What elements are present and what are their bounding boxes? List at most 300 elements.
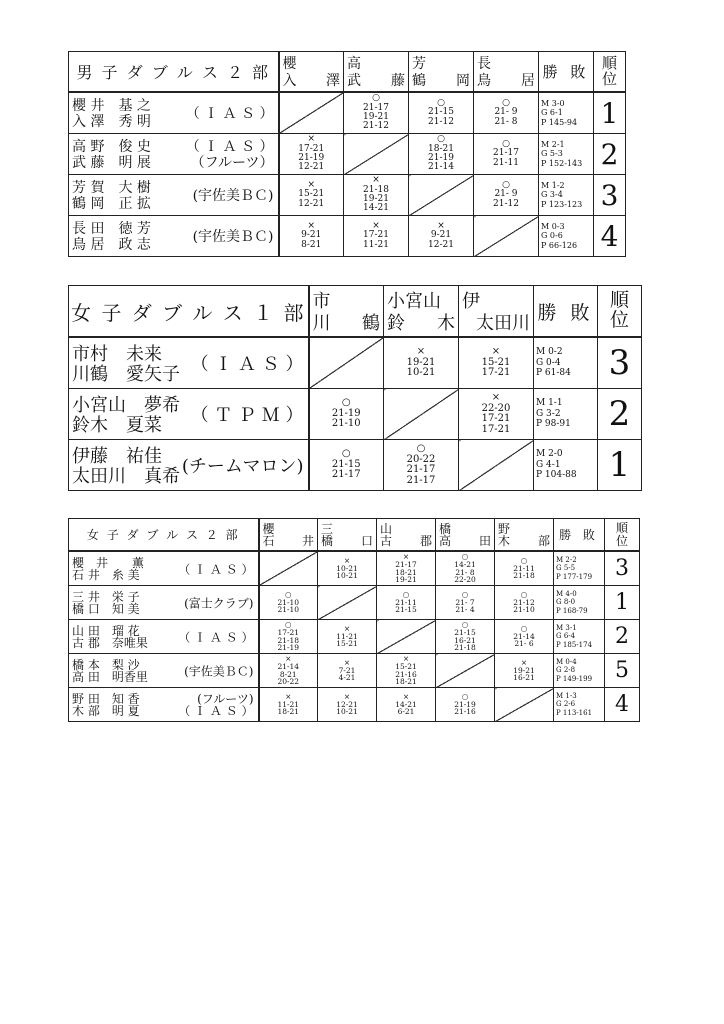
match-result-win	[474, 92, 539, 134]
player-name: 櫻 井 基 之	[72, 98, 151, 114]
opponent-header	[459, 286, 534, 338]
game-score: 21-15	[331, 458, 361, 470]
rank-value: 1	[594, 92, 626, 134]
match-result-loss	[259, 654, 318, 688]
match-result-win	[377, 586, 436, 620]
win-mark-icon: ○	[502, 138, 510, 149]
game-score: 21-17	[493, 148, 519, 159]
record-cell	[554, 654, 605, 688]
record-header: 勝 敗	[534, 286, 598, 338]
player-name: 小宮山 夢希	[72, 395, 180, 416]
game-score: 12-21	[336, 699, 358, 709]
match-result-loss	[318, 654, 377, 688]
match-result-loss	[318, 620, 377, 654]
game-score: 21-18	[454, 643, 476, 653]
win-mark-icon: ○	[520, 623, 528, 633]
player-name: 櫻 井 薫	[72, 556, 145, 570]
game-score: 17-21	[277, 627, 300, 637]
game-score: 21-19	[428, 153, 454, 163]
opponent-name-part: 入	[282, 73, 297, 89]
game-score: 21-14	[513, 631, 535, 641]
game-score: 21-10	[513, 605, 535, 615]
record-cell	[539, 134, 594, 175]
game-score: 7-21	[338, 665, 356, 675]
game-score: 21-19	[277, 643, 300, 653]
game-score: 21-12	[513, 597, 535, 607]
opponent-name-part: 鈴	[387, 313, 405, 334]
match-result-loss	[377, 551, 436, 586]
game-score: 17-21	[298, 143, 325, 154]
game-score: 22-20	[481, 402, 511, 414]
table-row	[69, 92, 626, 134]
club-name: （ Ｉ Ａ Ｓ ）	[185, 139, 274, 155]
table-row	[69, 586, 640, 620]
win-mark-icon: ○	[502, 179, 510, 190]
opponent-name-part: 武	[347, 73, 361, 89]
opponent-name-part: 鶴	[412, 73, 426, 89]
club-name: (宇佐美ＢＣ)	[192, 229, 274, 245]
opponent-header	[474, 52, 539, 93]
record-line: P 104-88	[536, 470, 577, 481]
record-line: P 98-91	[536, 419, 571, 430]
self-match-diagonal	[384, 389, 459, 440]
opponent-header	[409, 52, 474, 93]
opponent-name-part: 橋	[321, 534, 334, 548]
self-match-diagonal	[436, 654, 495, 688]
opponent-name-part: 木	[498, 534, 511, 548]
rank-value: 4	[605, 688, 640, 722]
game-score: 19-21	[363, 112, 389, 122]
rank-value: 2	[594, 134, 626, 175]
record-line: G 4-1	[536, 459, 561, 470]
game-score: 11-21	[363, 239, 389, 250]
match-result-win	[474, 134, 539, 175]
loss-mark-icon: ×	[307, 220, 316, 231]
match-result-win	[436, 688, 495, 722]
self-match-diagonal	[259, 551, 318, 586]
game-score: 11-21	[277, 699, 300, 709]
pair-cell	[69, 337, 309, 389]
opponent-name-part: 川	[312, 313, 331, 334]
record-cell	[554, 688, 605, 722]
pair-cell	[69, 92, 279, 134]
opponent-name-line1: 高	[347, 56, 361, 72]
record-line: G 2-6	[556, 700, 576, 709]
loss-mark-icon: ×	[285, 653, 292, 663]
loss-mark-icon: ×	[285, 691, 292, 701]
header-row	[69, 286, 642, 338]
game-score: 9-21	[430, 230, 452, 241]
match-result-loss	[279, 134, 344, 175]
win-mark-icon: ○	[461, 551, 469, 561]
record-line: P 113-161	[556, 708, 593, 717]
player-name: 太田川 真希	[72, 466, 180, 487]
club-name: (チームマロン)	[181, 456, 304, 477]
club-name: （フルーツ）	[190, 155, 274, 171]
opponent-name-line2	[439, 532, 491, 549]
player-name: 古 郡 奈唯果	[72, 636, 148, 650]
player-name: 山 田 瑠 花	[72, 624, 140, 638]
club-name: （ Ｉ Ａ Ｓ ）	[178, 630, 254, 644]
pair-cell	[69, 175, 279, 216]
match-result-loss	[344, 175, 409, 216]
loss-mark-icon: ×	[307, 134, 316, 145]
player-name: 橋 口 知 美	[72, 602, 140, 616]
table-title: 女 子 ダ ブ ル ス ２ 部	[69, 519, 259, 552]
rank-header-line: 位	[615, 533, 628, 548]
win-mark-icon: ○	[520, 589, 528, 599]
opponent-name-line2	[380, 532, 432, 549]
win-mark-icon: ○	[437, 134, 445, 145]
loss-mark-icon: ×	[372, 220, 380, 231]
player-name: 野 田 知 香	[72, 692, 140, 706]
game-score: 18-21	[395, 677, 417, 687]
game-score: 21-14	[428, 162, 454, 173]
opponent-header	[384, 286, 459, 338]
rank-value: 1	[605, 586, 640, 620]
record-line: P 66-126	[541, 240, 578, 250]
game-score: 21-18	[277, 635, 300, 645]
win-mark-icon: ○	[437, 97, 445, 108]
opponent-name-line1: 橋	[439, 522, 452, 536]
loss-mark-icon: ×	[402, 653, 410, 663]
match-result-win	[495, 586, 554, 620]
opponent-header	[318, 519, 377, 552]
self-match-diagonal	[279, 92, 344, 134]
opponent-name-part: 岡	[456, 73, 470, 89]
rank-header	[605, 519, 640, 552]
women-doubles-1-table	[68, 285, 642, 491]
match-result-win	[384, 440, 459, 491]
opponent-header	[344, 52, 409, 93]
pair-cell	[69, 389, 309, 440]
rank-value: 3	[598, 337, 642, 389]
game-score: 21-11	[493, 157, 519, 168]
match-result-win	[409, 92, 474, 134]
player-name: 長 田 徳 芳	[72, 221, 151, 237]
match-result-win	[495, 620, 554, 654]
record-line: P 149-199	[556, 674, 593, 683]
opponent-name-part: 部	[537, 534, 550, 548]
game-score: 18-21	[428, 143, 454, 154]
opponent-name-line1: 山	[380, 522, 393, 536]
loss-mark-icon: ×	[343, 691, 351, 701]
opponent-name-line2	[498, 532, 550, 549]
game-score: 21- 4	[455, 605, 475, 615]
match-result-loss	[377, 688, 436, 722]
game-score: 21-17	[363, 102, 389, 113]
loss-mark-icon: ×	[416, 346, 426, 358]
loss-mark-icon: ×	[437, 220, 445, 231]
player-name: 武 藤 明 展	[72, 155, 151, 171]
game-score: 21-12	[363, 121, 389, 132]
rank-header-line: 位	[609, 309, 629, 331]
self-match-diagonal	[344, 134, 409, 175]
table-row	[69, 551, 640, 586]
opponent-name-line2	[462, 309, 530, 335]
player-name: 鶴 岡 正 拡	[72, 196, 151, 212]
game-score: 11-21	[336, 631, 358, 641]
rank-value: 1	[598, 440, 642, 491]
record-line: M 3-1	[556, 623, 577, 632]
opponent-name-line1: 市	[312, 291, 331, 312]
game-score: 21- 6	[514, 639, 534, 649]
match-result-loss	[459, 337, 534, 389]
game-score: 21-12	[493, 198, 519, 209]
table-title: 女 子 ダ ブ ル ス １ 部	[69, 286, 309, 338]
game-score: 12-21	[428, 239, 454, 250]
self-match-diagonal	[318, 586, 377, 620]
game-score: 10-21	[336, 707, 358, 717]
loss-mark-icon: ×	[372, 175, 380, 186]
game-score: 21-17	[395, 559, 417, 569]
pair-cell	[69, 620, 259, 654]
club-name: (フルーツ)	[197, 692, 254, 706]
match-result-win	[309, 440, 384, 491]
opponent-name-part: 口	[360, 534, 373, 548]
match-result-loss	[459, 389, 534, 440]
record-line: G 8-0	[556, 598, 576, 607]
game-score: 17-21	[481, 423, 511, 435]
game-score: 21-17	[406, 474, 436, 486]
game-score: 17-21	[481, 413, 511, 424]
game-score: 21- 9	[494, 107, 518, 118]
club-name: （ Ｉ Ａ Ｓ ）	[178, 562, 254, 576]
win-mark-icon: ○	[284, 619, 292, 629]
game-score: 19-21	[363, 194, 389, 204]
record-line: M 1-2	[541, 180, 565, 190]
opponent-name-part: 木	[437, 313, 455, 334]
club-name: （ Ｉ Ａ Ｓ ）	[185, 106, 274, 122]
match-result-win	[409, 134, 474, 175]
table-row	[69, 337, 642, 389]
opponent-name-part: 田	[478, 534, 491, 548]
player-name: 川鶴 愛矢子	[72, 364, 180, 385]
game-score: 14-21	[454, 559, 476, 569]
game-score: 15-21	[395, 661, 417, 671]
header-row	[69, 52, 626, 93]
record-line: P 145-94	[541, 117, 578, 127]
win-mark-icon: ○	[402, 589, 410, 599]
opponent-name-part: 古	[380, 534, 393, 548]
club-name: （ Ｉ Ａ Ｓ ）	[190, 354, 304, 375]
game-score: 21-19	[331, 407, 361, 419]
game-score: 21-16	[454, 707, 476, 717]
rank-header-line: 位	[601, 69, 617, 88]
match-result-loss	[259, 688, 318, 722]
game-score: 21- 7	[455, 597, 475, 607]
opponent-name-part: 澤	[326, 73, 340, 89]
loss-mark-icon: ×	[491, 346, 501, 358]
record-line: M 1-3	[556, 691, 577, 700]
record-line: M 2-1	[541, 139, 565, 149]
self-match-diagonal	[309, 337, 384, 389]
game-score: 22-20	[454, 575, 476, 585]
loss-mark-icon: ×	[491, 392, 501, 403]
self-match-diagonal	[377, 620, 436, 654]
player-name: 橋 本 梨 沙	[72, 658, 140, 672]
game-score: 21-18	[513, 571, 535, 581]
loss-mark-icon: ×	[343, 657, 351, 667]
opponent-name-part: 太田川	[476, 313, 530, 334]
opponent-name-part: 藤	[391, 73, 405, 89]
header-row	[69, 519, 640, 552]
record-cell	[534, 337, 598, 389]
win-mark-icon: ○	[341, 397, 351, 409]
match-result-win	[344, 92, 409, 134]
record-line: M 0-3	[541, 221, 565, 231]
match-result-win	[495, 551, 554, 586]
table-row	[69, 216, 626, 257]
game-score: 21-16	[395, 669, 417, 679]
game-score: 21-14	[277, 661, 300, 671]
win-mark-icon: ○	[416, 443, 426, 454]
game-score: 21-10	[331, 418, 361, 430]
rank-header	[594, 52, 626, 93]
table-row	[69, 620, 640, 654]
rank-value: 3	[605, 551, 640, 586]
player-name: 鈴木 夏菜	[72, 415, 162, 436]
table-row	[69, 175, 626, 216]
rank-header-line: 順	[609, 289, 629, 312]
game-score: 14-21	[363, 203, 389, 214]
rank-value: 5	[605, 654, 640, 688]
game-score: 21-18	[363, 184, 389, 195]
opponent-name-line1: 櫻	[262, 522, 275, 536]
game-score: 17-21	[481, 367, 511, 379]
opponent-header	[279, 52, 344, 93]
game-score: 21-11	[513, 563, 535, 573]
self-match-diagonal	[495, 688, 554, 722]
opponent-header	[259, 519, 318, 552]
record-line: M 1-1	[536, 397, 563, 408]
match-result-loss	[279, 216, 344, 257]
match-result-loss	[377, 654, 436, 688]
opponent-name-part: 鳥	[477, 73, 491, 89]
win-mark-icon: ○	[284, 589, 292, 599]
game-score: 10-21	[336, 563, 358, 573]
player-name: 高 田 明香里	[72, 670, 148, 684]
opponent-name-part: 井	[301, 534, 314, 548]
opponent-name-line2	[387, 309, 455, 335]
player-name: 芳 賀 大 樹	[72, 180, 151, 196]
player-name: 鳥 居 政 志	[72, 237, 151, 253]
rank-header-line: 順	[601, 53, 617, 72]
record-line: P 152-143	[541, 158, 583, 168]
club-name: （ Ｉ Ａ Ｓ ）	[178, 704, 254, 718]
record-line: P 61-84	[536, 368, 571, 379]
game-score: 21-12	[428, 116, 454, 127]
men-doubles-2-table	[68, 51, 626, 257]
opponent-header	[495, 519, 554, 552]
match-result-win	[436, 551, 495, 586]
record-line: G 0-6	[541, 231, 563, 241]
record-line: P 168-79	[556, 606, 588, 615]
win-mark-icon: ○	[461, 691, 469, 701]
table-row	[69, 440, 642, 491]
record-cell	[554, 551, 605, 586]
player-name: 市村 未来	[72, 344, 162, 365]
game-score: 15-21	[298, 189, 325, 200]
win-mark-icon: ○	[372, 93, 380, 104]
opponent-name-line1: 小宮山	[387, 291, 441, 312]
match-result-loss	[384, 337, 459, 389]
match-result-loss	[409, 216, 474, 257]
game-score: 10-21	[406, 367, 436, 379]
table-row	[69, 134, 626, 175]
win-mark-icon: ○	[502, 97, 510, 108]
opponent-name-line2	[412, 70, 470, 90]
game-score: 14-21	[395, 699, 417, 709]
pair-cell	[69, 216, 279, 257]
game-score: 6-21	[397, 707, 415, 717]
opponent-name-line1: 三	[321, 522, 334, 536]
game-score: 21-10	[277, 597, 300, 607]
player-name: 木 部 明 夏	[72, 704, 140, 718]
pair-cell	[69, 654, 259, 688]
record-line: G 5-5	[556, 564, 576, 573]
loss-mark-icon: ×	[343, 623, 351, 633]
record-line: P 177-179	[556, 572, 593, 581]
game-score: 21-15	[454, 627, 476, 637]
women-doubles-2-table	[68, 518, 640, 722]
game-score: 16-21	[454, 635, 476, 645]
club-name: (宇佐美ＢＣ)	[192, 188, 274, 204]
opponent-name-line1: 芳	[412, 56, 426, 72]
game-score: 15-21	[481, 356, 511, 368]
match-result-win	[259, 620, 318, 654]
table-row	[69, 654, 640, 688]
rank-value: 2	[605, 620, 640, 654]
opponent-name-line1: 野	[498, 522, 511, 536]
self-match-diagonal	[474, 216, 539, 257]
game-score: 21-15	[395, 605, 417, 615]
player-name: 高 野 俊 史	[72, 139, 151, 155]
loss-mark-icon: ×	[520, 657, 528, 667]
club-name: (富士クラブ)	[184, 596, 254, 610]
game-score: 21-19	[454, 699, 476, 709]
player-name: 三 井 栄 子	[72, 590, 140, 604]
opponent-header	[436, 519, 495, 552]
game-score: 19-21	[513, 665, 535, 675]
opponent-name-line2	[283, 70, 341, 90]
opponent-header	[309, 286, 384, 338]
record-line: P 123-123	[541, 199, 583, 209]
record-line: M 4-0	[556, 589, 577, 598]
game-score: 10-21	[336, 571, 358, 581]
match-result-loss	[279, 175, 344, 216]
game-score: 19-21	[395, 575, 417, 585]
record-line: G 3-4	[541, 190, 563, 200]
game-score: 8-21	[279, 669, 297, 679]
club-name: （ Ｔ Ｐ Ｍ ）	[190, 405, 304, 426]
record-line: G 5-3	[541, 149, 563, 159]
game-score: 4-21	[338, 673, 356, 683]
record-header: 勝 敗	[539, 52, 594, 93]
game-score: 16-21	[513, 673, 535, 683]
game-score: 21-17	[406, 464, 436, 475]
rank-value: 4	[594, 216, 626, 257]
opponent-name-part: 石	[262, 534, 275, 548]
player-name: 石 井 糸 美	[72, 568, 140, 582]
game-score: 19-21	[406, 356, 436, 368]
game-score: 18-21	[277, 707, 300, 717]
rank-value: 2	[598, 389, 642, 440]
match-result-loss	[318, 688, 377, 722]
win-mark-icon: ○	[341, 448, 351, 460]
match-result-loss	[344, 216, 409, 257]
game-score: 9-21	[301, 230, 322, 241]
